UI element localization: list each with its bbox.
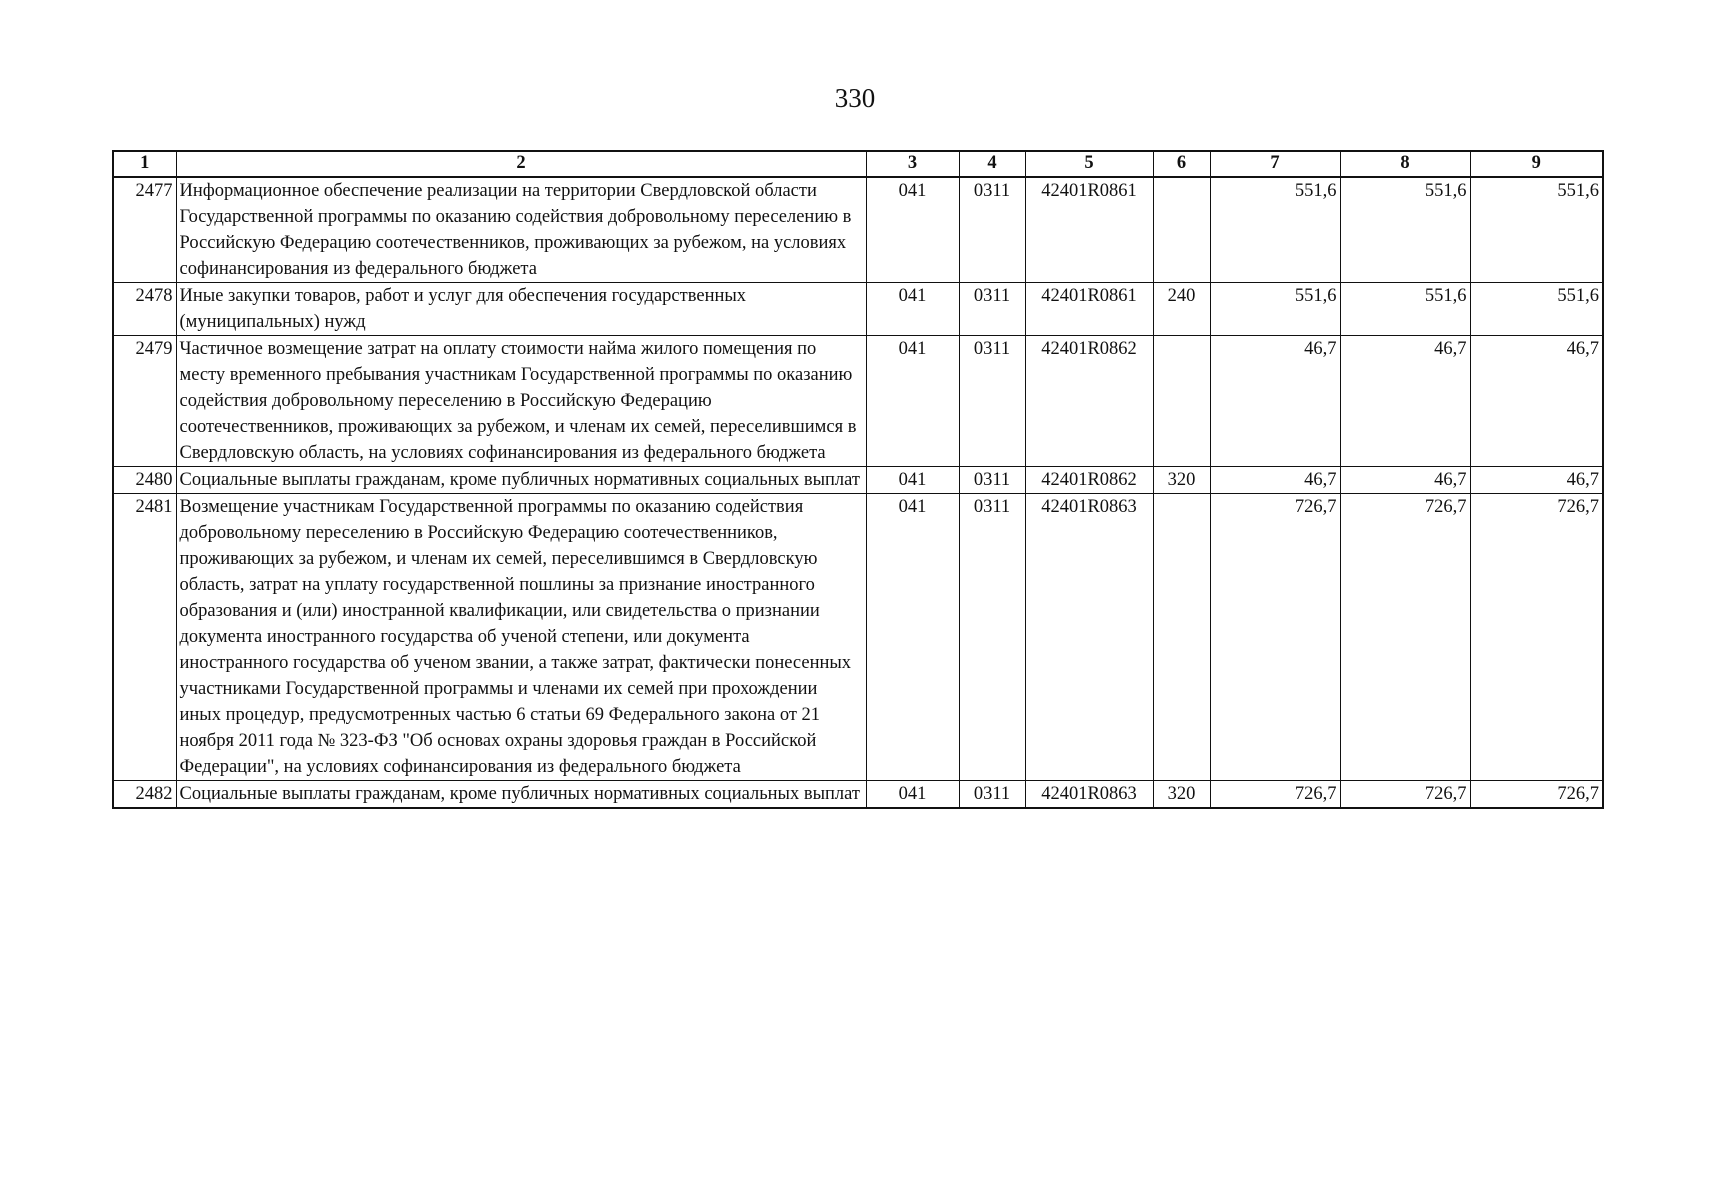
cell-col-7: 726,7	[1210, 781, 1340, 809]
cell-col-3: 041	[866, 177, 959, 283]
cell-col-7: 726,7	[1210, 494, 1340, 781]
cell-col-9: 726,7	[1470, 494, 1603, 781]
cell-col-6	[1153, 336, 1210, 467]
row-description: Иные закупки товаров, работ и услуг для обеспечения государственных (муниципальных) нужд	[176, 283, 866, 336]
cell-col-5: 42401R0863	[1025, 494, 1153, 781]
table-row	[113, 336, 1603, 467]
cell-col-7: 551,6	[1210, 177, 1340, 283]
cell-col-8: 46,7	[1340, 467, 1470, 494]
header-col-4: 4	[959, 151, 1025, 177]
row-number: 2477	[113, 177, 176, 283]
header-col-3: 3	[866, 151, 959, 177]
table-header-row	[113, 151, 1603, 177]
row-description: Социальные выплаты гражданам, кроме публичных нормативных социальных выплат	[176, 467, 866, 494]
table-row	[113, 781, 1603, 809]
cell-col-6: 320	[1153, 781, 1210, 809]
row-description: Информационное обеспечение реализации на территории Свердловской области Государственной программы по оказанию содействия добровольному переселению в Российскую Федерацию соотечественников, проживающих за рубежом, на условиях софинансирования из федерального бюджета	[176, 177, 866, 283]
cell-col-3: 041	[866, 494, 959, 781]
row-number: 2481	[113, 494, 176, 781]
cell-col-5: 42401R0861	[1025, 283, 1153, 336]
header-col-7: 7	[1210, 151, 1340, 177]
cell-col-3: 041	[866, 336, 959, 467]
cell-col-7: 46,7	[1210, 467, 1340, 494]
cell-col-8: 46,7	[1340, 336, 1470, 467]
cell-col-7: 551,6	[1210, 283, 1340, 336]
header-col-2: 2	[176, 151, 866, 177]
cell-col-4: 0311	[959, 283, 1025, 336]
cell-col-6	[1153, 177, 1210, 283]
cell-col-9: 46,7	[1470, 467, 1603, 494]
cell-col-5: 42401R0863	[1025, 781, 1153, 809]
cell-col-4: 0311	[959, 494, 1025, 781]
cell-col-7: 46,7	[1210, 336, 1340, 467]
row-number: 2480	[113, 467, 176, 494]
cell-col-9: 46,7	[1470, 336, 1603, 467]
cell-col-4: 0311	[959, 467, 1025, 494]
row-number: 2479	[113, 336, 176, 467]
header-col-1: 1	[113, 151, 176, 177]
table-row	[113, 177, 1603, 283]
page-number: 330	[834, 83, 876, 113]
cell-col-3: 041	[866, 467, 959, 494]
budget-table	[112, 150, 1604, 809]
table-row	[113, 283, 1603, 336]
row-number: 2482	[113, 781, 176, 809]
header-col-5: 5	[1025, 151, 1153, 177]
cell-col-9: 726,7	[1470, 781, 1603, 809]
cell-col-8: 551,6	[1340, 177, 1470, 283]
cell-col-9: 551,6	[1470, 177, 1603, 283]
header-col-9: 9	[1470, 151, 1603, 177]
cell-col-8: 551,6	[1340, 283, 1470, 336]
cell-col-5: 42401R0862	[1025, 467, 1153, 494]
table-row	[113, 467, 1603, 494]
cell-col-4: 0311	[959, 177, 1025, 283]
table-row	[113, 494, 1603, 781]
cell-col-5: 42401R0862	[1025, 336, 1153, 467]
cell-col-4: 0311	[959, 336, 1025, 467]
row-description: Социальные выплаты гражданам, кроме публичных нормативных социальных выплат	[176, 781, 866, 809]
cell-col-4: 0311	[959, 781, 1025, 809]
header-col-8: 8	[1340, 151, 1470, 177]
cell-col-3: 041	[866, 283, 959, 336]
header-col-6: 6	[1153, 151, 1210, 177]
row-description: Частичное возмещение затрат на оплату стоимости найма жилого помещения по месту временного пребывания участникам Государственной программы по оказанию содействия добровольному переселению в Российскую Федерацию соотечественников, проживающих за рубежом, и членам их семей, переселившимся в Свердловскую область, на условиях софинансирования из федерального бюджета	[176, 336, 866, 467]
cell-col-9: 551,6	[1470, 283, 1603, 336]
cell-col-8: 726,7	[1340, 494, 1470, 781]
cell-col-3: 041	[866, 781, 959, 809]
cell-col-5: 42401R0861	[1025, 177, 1153, 283]
cell-col-6: 320	[1153, 467, 1210, 494]
cell-col-6	[1153, 494, 1210, 781]
cell-col-6: 240	[1153, 283, 1210, 336]
row-description: Возмещение участникам Государственной программы по оказанию содействия добровольному переселению в Российскую Федерацию соотечественников, проживающих за рубежом, и членам их семей, переселившимся в Свердловскую область, затрат на уплату государственной пошлины за признание иностранного образования и (или) иностранной квалификации, или свидетельства о признании документа иностранного государства об ученой степени, или документа иностранного государства об ученом звании, а также затрат, фактически понесенных участниками Государственной программы и членами их семей при прохождении иных процедур, предусмотренных частью 6 статьи 69 Федерального закона от 21 ноября 2011 года № 323-ФЗ "Об основах охраны здоровья граждан в Российской Федерации", на условиях софинансирования из федерального бюджета	[176, 494, 866, 781]
row-number: 2478	[113, 283, 176, 336]
cell-col-8: 726,7	[1340, 781, 1470, 809]
